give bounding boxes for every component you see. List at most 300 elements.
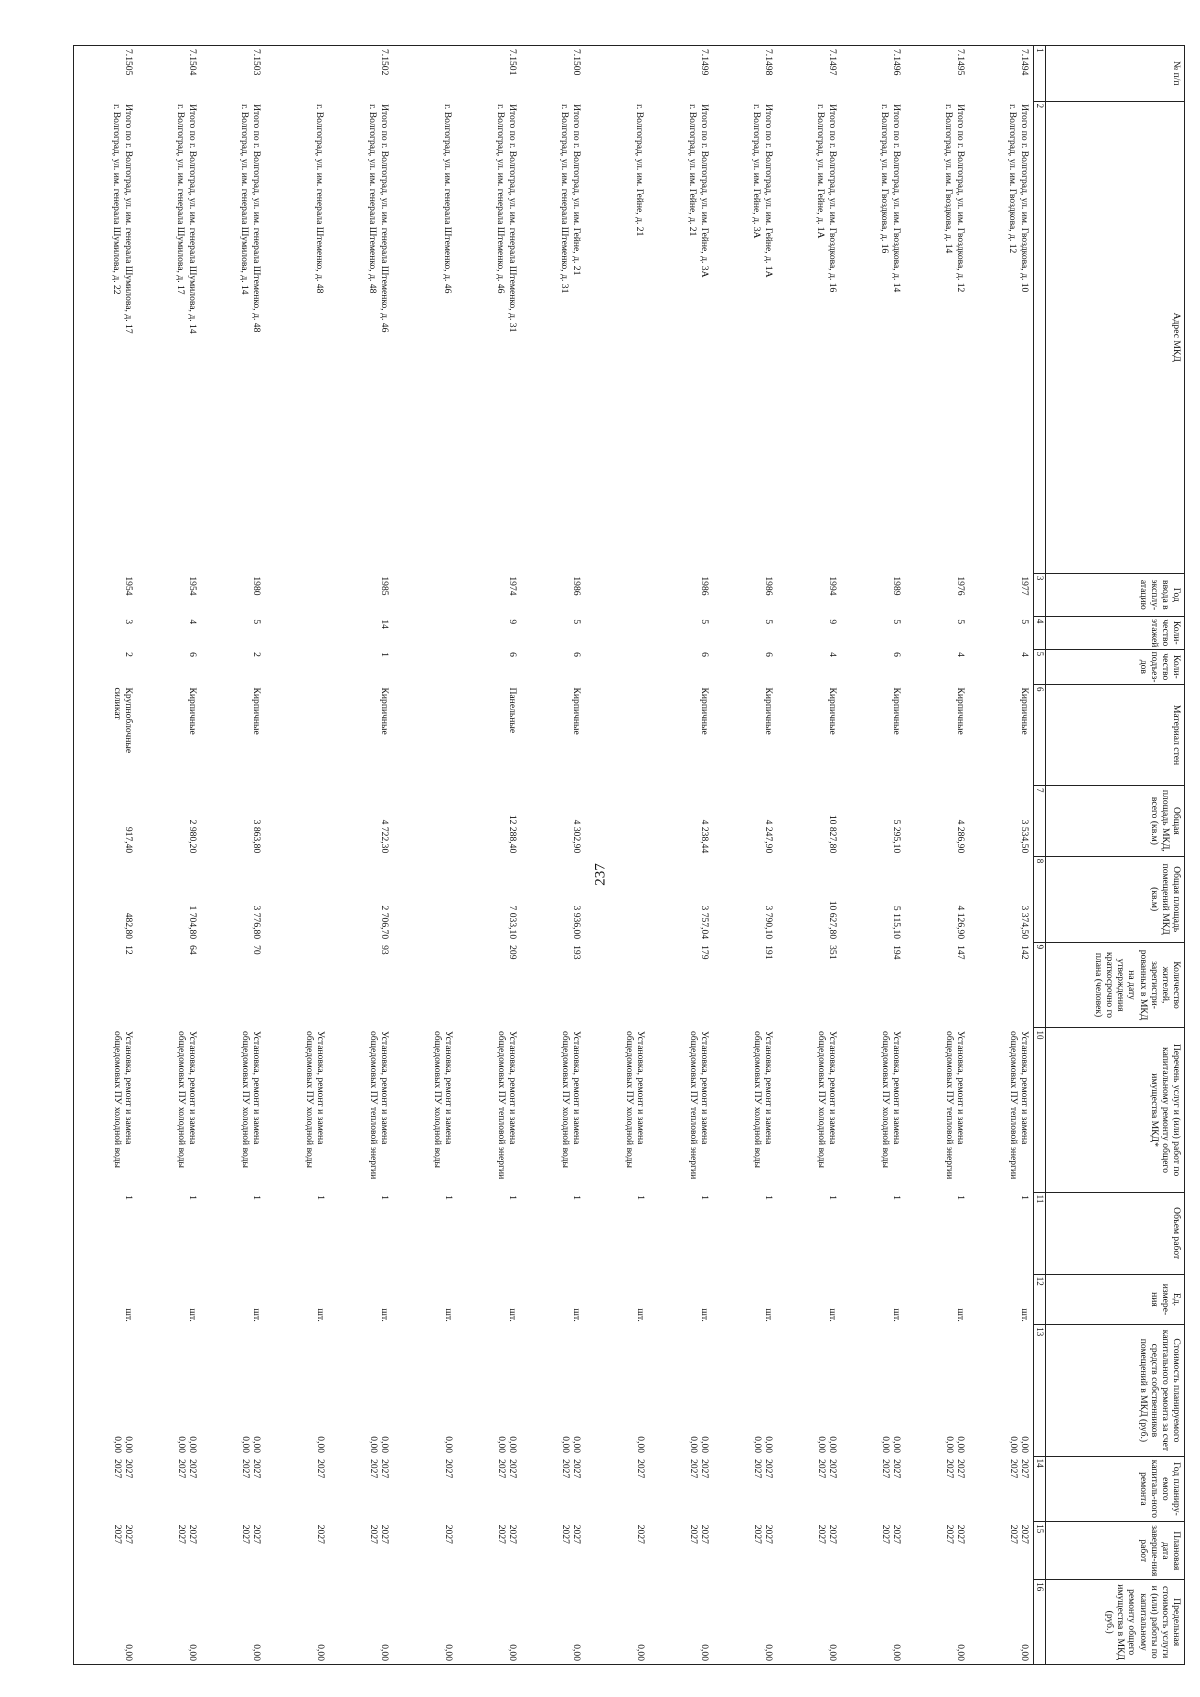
year-plan-value: 2027 [635,1459,647,1479]
column-header: Предельная стоимость услуги и (или) работы по капитальному ремонту общего имущества в МКД (руб.) [1046,1580,1185,1665]
date-plan-cell [586,1522,650,1580]
cost-cell [650,1325,714,1456]
address: г. Волгоград, ул. им. Гейне, д. 21 [634,104,646,237]
year-plan-value: 2027 [571,1459,583,1479]
total-area: 917,40 [74,786,138,857]
total-area: 4 302,90 [571,819,583,854]
table-row [330,46,394,1665]
floors-count: 9 [827,619,839,625]
work-volume: 1 [955,1195,967,1200]
date-plan-value: 2027 [571,1524,583,1544]
column-number: 10 [1034,1028,1046,1192]
date-plan-value: 2027 [443,1524,455,1544]
total-area: 4 286,90 [955,819,967,854]
table-row [842,46,906,1665]
address-cell [970,101,1034,573]
cost-value: 0,00 [752,1436,764,1454]
floors-count [266,616,330,649]
unit: шт. [74,1274,138,1325]
table-row [650,46,714,1665]
column-header: Материал стен [1046,685,1185,786]
work-volume: 1 [74,1192,138,1274]
date-plan-cell [650,1522,714,1580]
row-number: 7.1494 [970,46,1034,102]
cost-cell [266,1325,330,1456]
column-header: Адрес МКД [1046,101,1185,573]
date-plan-value: 2027 [1019,1524,1030,1544]
year-plan-cell [74,1456,138,1522]
year-plan-cell [714,1456,778,1522]
column-number: 1 [1034,46,1046,102]
year-plan-value: 2027 [176,1459,188,1479]
unit: шт. [379,1308,391,1322]
cost-value: 0,00 [496,1436,508,1454]
total-area [394,786,458,857]
date-plan-value: 2027 [176,1524,188,1544]
year-plan-cell [202,1456,266,1522]
date-plan-cell [714,1522,778,1580]
row-number: 7.1505 [74,46,138,102]
date-plan-cell [394,1522,458,1580]
column-header: Коли-чество подъез-дов [1046,649,1185,684]
date-plan-cell [330,1522,394,1580]
cost-value: 0,00 [1007,1436,1019,1454]
floors-count: 9 [507,619,519,625]
limit-cost: 0,00 [650,1580,714,1665]
rooms-area: 4 126,90 [955,905,967,940]
address: г. Волгоград, ул. им. Гейне, д. 3А [751,104,763,239]
commission-year: 1989 [891,576,903,596]
total-label: Итого по г. Волгоград, ул. им. генерала Шумилова, д. 17 [123,104,135,334]
commission-year: 1986 [763,576,775,596]
date-plan-value: 2027 [880,1524,892,1544]
commission-year: 1974 [507,576,519,596]
capital-repair-table-sheet [55,45,1185,1665]
wall-material: Кирпичные [251,687,263,735]
total-area: 4 238,44 [699,819,711,854]
cost-value: 0,00 [891,1436,903,1454]
entrances-count: 6 [763,652,775,657]
cost-cell [458,1325,522,1456]
column-header: Ед. измере-ния [1046,1274,1185,1325]
year-plan-cell [266,1456,330,1522]
year-plan-cell [650,1456,714,1522]
year-plan-value: 2027 [752,1459,764,1479]
column-header: Стоимость планируемого капитального ремонта за счет средств собственников помещений в МКД (руб.) [1046,1325,1185,1456]
total-area: 5 295,10 [891,819,903,854]
floors-count: 4 [187,619,199,625]
cost-value: 0,00 [112,1436,124,1454]
row-number: 7.1498 [714,46,778,102]
total-label: Итого по г. Волгоград, ул. им. Гвоздкова, д. 10 [1019,104,1030,293]
address: г. Волгоград, ул. им. Гвоздкова, д. 12 [1006,104,1018,254]
rooms-area: 3 790,10 [763,905,775,940]
work-description: Установка, ремонт и замена общедомовых ПУ холодной воды [880,1030,903,1168]
limit-cost: 0,00 [906,1580,970,1665]
column-number: 13 [1034,1325,1046,1456]
residents-count: 179 [699,945,711,960]
residents-count: 147 [955,945,967,960]
column-number: 7 [1034,786,1046,857]
cost-value: 0,00 [880,1436,892,1454]
entrances-count: 6 [507,652,519,657]
column-number: 12 [1034,1274,1046,1325]
address: г. Волгоград, ул. им. генерала Штеменко, д. 46 [495,104,507,294]
row-number: 7.1502 [330,46,394,102]
address-cell [138,101,202,573]
wall-material: Кирпичные [379,687,391,735]
floors-count: 5 [699,619,711,625]
year-plan-cell [586,1456,650,1522]
row-number: 7.1499 [650,46,714,102]
column-header: Коли-чество этажей [1046,616,1185,649]
commission-year [394,573,458,616]
year-plan-value: 2027 [187,1459,199,1479]
page-number: 237 [592,863,609,886]
cost-cell [522,1325,586,1456]
date-plan-value: 2027 [955,1524,967,1544]
rooms-area: 7 033,10 [507,905,519,940]
cost-value: 0,00 [315,1436,327,1454]
address-cell [394,101,458,573]
unit: шт. [699,1308,711,1322]
year-plan-value: 2027 [251,1459,263,1479]
column-number: 16 [1034,1580,1046,1665]
year-plan-value: 2027 [955,1459,967,1479]
entrances-count: 4 [827,652,839,657]
total-label: Итого по г. Волгоград, ул. им. Гейне, д. 21 [571,104,583,276]
address-cell [458,101,522,573]
limit-cost: 0,00 [714,1580,778,1665]
limit-cost: 0,00 [266,1580,330,1665]
column-header: Год ввода в эксплу-атацию [1046,573,1185,616]
date-plan-cell [458,1522,522,1580]
address-cell [330,101,394,573]
rooms-area: 3 776,80 [251,905,263,940]
row-number [266,46,330,102]
header-row [1046,46,1185,1665]
wall-material: Кирпичные [827,687,839,735]
rooms-area [394,856,458,942]
floors-count: 5 [251,619,263,625]
limit-cost: 0,00 [394,1580,458,1665]
year-plan-cell [842,1456,906,1522]
cost-value: 0,00 [443,1436,455,1454]
address-cell [650,101,714,573]
address-cell [842,101,906,573]
floors-count: 5 [571,619,583,625]
year-plan-value: 2027 [560,1459,572,1479]
residents-count: 64 [187,945,199,955]
date-plan-value: 2027 [891,1524,903,1544]
address-cell [74,101,138,573]
table-row [522,46,586,1665]
rooms-area: 2 706,70 [379,905,391,940]
capital-repair-table [73,45,1185,1665]
work-description: Установка, ремонт и замена общедомовых ПУ холодной воды [432,1030,455,1168]
date-plan-cell [906,1522,970,1580]
date-plan-value: 2027 [635,1524,647,1544]
rooms-area: 5 115,10 [891,905,903,940]
date-plan-value: 2027 [315,1524,327,1544]
table-body [74,46,1034,1665]
limit-cost: 0,00 [778,1580,842,1665]
date-plan-cell [138,1522,202,1580]
row-number: 7.1497 [778,46,842,102]
work-description: Установка, ремонт и замена общедомовых ПУ холодной воды [816,1030,839,1168]
cost-cell [970,1325,1034,1456]
table-row [970,46,1034,1665]
wall-material: Кирпичные [699,687,711,735]
work-description: Установка, ремонт и замена общедомовых ПУ холодной воды [176,1030,199,1168]
cost-cell [74,1325,138,1456]
residents-count [394,942,458,1028]
cost-value: 0,00 [251,1436,263,1454]
cost-value: 0,00 [944,1436,956,1454]
address: г. Волгоград, ул. им. генерала Шумилова, д. 14 [239,104,251,295]
cost-cell [714,1325,778,1456]
date-plan-value: 2027 [816,1524,828,1544]
cost-cell [202,1325,266,1456]
year-plan-cell [906,1456,970,1522]
cost-value: 0,00 [379,1436,391,1454]
address: г. Волгоград, ул. им. генерала Штеменко, д. 48 [367,104,379,294]
year-plan-value: 2027 [944,1459,956,1479]
date-plan-value: 2027 [496,1524,508,1544]
cost-value: 0,00 [688,1436,700,1454]
table-row [714,46,778,1665]
cost-value: 0,00 [1019,1436,1030,1454]
column-header: Плановая дата заверше-ния работ [1046,1522,1185,1580]
table-row [906,46,970,1665]
column-number: 6 [1034,685,1046,786]
column-number: 3 [1034,573,1046,616]
address: г. Волгоград, ул. им. генерала Шумилова, д. 22 [111,104,123,295]
total-area: 2 980,20 [187,819,199,854]
table-row [202,46,266,1665]
residents-count: 12 [74,942,138,1028]
entrances-count: 6 [891,652,903,657]
total-label: Итого по г. Волгоград, ул. им. генерала Шумилова, д. 14 [187,104,199,334]
address: г. Волгоград, ул. им. Гейне, д. 1А [815,104,827,239]
table-row [778,46,842,1665]
commission-year: 1985 [379,576,391,596]
address: г. Волгоград, ул. им. Гвоздкова, д. 14 [943,104,955,254]
residents-count: 194 [891,945,903,960]
address: г. Волгоград, ул. им. генерала Шумилова, д. 17 [175,104,187,295]
residents-count [266,942,330,1028]
unit: шт. [1019,1308,1030,1322]
unit: шт. [955,1308,967,1322]
year-plan-value: 2027 [763,1459,775,1479]
year-plan-value: 2027 [1019,1459,1030,1479]
unit: шт. [891,1308,903,1322]
commission-year: 1954 [74,573,138,616]
commission-year: 1954 [187,576,199,596]
work-volume: 1 [1019,1195,1030,1200]
wall-material [586,685,650,786]
work-description: Установка, ремонт и замена общедомовых ПУ холодной воды [752,1030,775,1168]
total-label: Итого по г. Волгоград, ул. им. генерала Штеменко, д. 31 [507,104,519,333]
total-label: Итого по г. Волгоград, ул. им. Гейне, д. 3А [699,104,711,278]
rooms-area: 482,80 [74,856,138,942]
date-plan-value: 2027 [368,1524,380,1544]
address-cell [202,101,266,573]
column-header: Количество жителей, зарегистри-рованных в МКД на дату утверждения краткосрочно го плана (человек) [1046,942,1185,1028]
floors-count: 5 [1019,619,1030,625]
residents-count: 209 [507,945,519,960]
year-plan-value: 2027 [891,1459,903,1479]
year-plan-value: 2027 [443,1459,455,1479]
wall-material: Кирпичные [955,687,967,735]
wall-material: Кирпичные [187,687,199,735]
work-volume: 1 [507,1195,519,1200]
year-plan-cell [394,1456,458,1522]
work-description: Установка, ремонт и замена общедомовых ПУ холодной воды [560,1030,583,1168]
total-area: 10 827,80 [827,814,839,854]
date-plan-value: 2027 [752,1524,764,1544]
column-number: 15 [1034,1522,1046,1580]
rooms-area: 1 704,80 [187,905,199,940]
address-cell [586,101,650,573]
unit: шт. [763,1308,775,1322]
row-number: 7.1503 [202,46,266,102]
column-number: 4 [1034,616,1046,649]
total-label: Итого по г. Волгоград, ул. им. Гвоздкова, д. 12 [955,104,967,293]
row-number: 7.1504 [138,46,202,102]
address-cell [906,101,970,573]
date-plan-value: 2027 [763,1524,775,1544]
work-volume: 1 [699,1195,711,1200]
year-plan-value: 2027 [507,1459,519,1479]
total-label: Итого по г. Волгоград, ул. им. Гвоздкова, д. 14 [891,104,903,293]
address: г. Волгоград, ул. им. генерала Штеменко, д. 31 [559,104,571,294]
year-plan-cell [778,1456,842,1522]
column-number: 5 [1034,649,1046,684]
year-plan-value: 2027 [368,1459,380,1479]
column-header: Перечень услуг и (или) работ по капитальному ремонту общего имущества МКД* [1046,1028,1185,1192]
address-cell [778,101,842,573]
residents-count: 351 [827,945,839,960]
total-label: Итого по г. Волгоград, ул. им. Гвоздкова, д. 16 [827,104,839,293]
date-plan-value: 2027 [699,1524,711,1544]
date-plan-value: 2027 [688,1524,700,1544]
floors-count [586,616,650,649]
rooms-area: 10 627,80 [827,900,839,940]
year-plan-cell [458,1456,522,1522]
table-row [458,46,522,1665]
table-row [138,46,202,1665]
cost-cell [394,1325,458,1456]
entrances-count [586,649,650,684]
cost-cell [906,1325,970,1456]
work-description: Установка, ремонт и замена общедомовых ПУ холодной воды [240,1030,263,1168]
wall-material: Кирпичные [571,687,583,735]
cost-value: 0,00 [816,1436,828,1454]
wall-material [266,685,330,786]
cost-cell [330,1325,394,1456]
unit: шт. [827,1308,839,1322]
cost-value: 0,00 [560,1436,572,1454]
work-volume: 1 [379,1195,391,1200]
wall-material: Кирпичные [763,687,775,735]
unit: шт. [507,1308,519,1322]
date-plan-value: 2027 [240,1524,252,1544]
address-cell [522,101,586,573]
row-number: 7.1500 [522,46,586,102]
total-area: 3 534,50 [1019,819,1030,854]
work-description: Установка, ремонт и замена общедомовых ПУ тепловой энергии [496,1030,519,1180]
entrances-count: 4 [955,652,967,657]
entrances-count: 6 [699,652,711,657]
work-description: Установка, ремонт и замена общедомовых ПУ тепловой энергии [1007,1030,1030,1180]
total-label: Итого по г. Волгоград, ул. им. генерала Штеменко, д. 48 [251,104,263,333]
date-plan-value: 2027 [251,1524,263,1544]
row-number: 7.1495 [906,46,970,102]
limit-cost: 0,00 [458,1580,522,1665]
year-plan-cell [970,1456,1034,1522]
cost-cell [586,1325,650,1456]
year-plan-value: 2027 [240,1459,252,1479]
date-plan-value: 2027 [827,1524,839,1544]
work-description: Установка, ремонт и замена общедомовых ПУ тепловой энергии [944,1030,967,1180]
row-number: 7.1501 [458,46,522,102]
date-plan-value: 2027 [1007,1524,1019,1544]
work-volume: 1 [443,1195,455,1200]
wall-material: Кирпичные [1019,687,1030,735]
column-number-row [1034,46,1046,1665]
work-volume: 1 [891,1195,903,1200]
table-row [586,46,650,1665]
work-description: Установка, ремонт и замена общедомовых ПУ тепловой энергии [368,1030,391,1180]
unit: шт. [443,1308,455,1322]
year-plan-value: 2027 [123,1459,135,1479]
limit-cost: 0,00 [74,1580,138,1665]
limit-cost: 0,00 [522,1580,586,1665]
entrances-count: 4 [1019,652,1030,657]
year-plan-cell [330,1456,394,1522]
rooms-area: 3 936,00 [571,905,583,940]
unit: шт. [315,1308,327,1322]
residents-count: 70 [251,945,263,955]
column-number: 14 [1034,1456,1046,1522]
entrances-count: 2 [74,649,138,684]
address: г. Волгоград, ул. им. Гвоздкова, д. 16 [879,104,891,254]
cost-value: 0,00 [240,1436,252,1454]
wall-material: Панельные [507,687,519,734]
column-header: Год планиру-емого капиталь-ного ремонта [1046,1456,1185,1522]
date-plan-value: 2027 [379,1524,391,1544]
address-cell [714,101,778,573]
work-description: Установка, ремонт и замена общедомовых ПУ холодной воды [74,1028,138,1192]
date-plan-value: 2027 [112,1524,124,1544]
work-volume: 1 [571,1195,583,1200]
cost-value: 0,00 [123,1436,135,1454]
date-plan-value: 2027 [123,1524,135,1544]
entrances-count: 6 [187,652,199,657]
year-plan-value: 2027 [816,1459,828,1479]
year-plan-value: 2027 [315,1459,327,1479]
table-row [394,46,458,1665]
year-plan-value: 2027 [688,1459,700,1479]
entrances-count: 6 [571,652,583,657]
rooms-area [586,856,650,942]
total-area: 4 722,30 [379,819,391,854]
commission-year [586,573,650,616]
date-plan-cell [202,1522,266,1580]
floors-count: 5 [955,619,967,625]
year-plan-value: 2027 [827,1459,839,1479]
